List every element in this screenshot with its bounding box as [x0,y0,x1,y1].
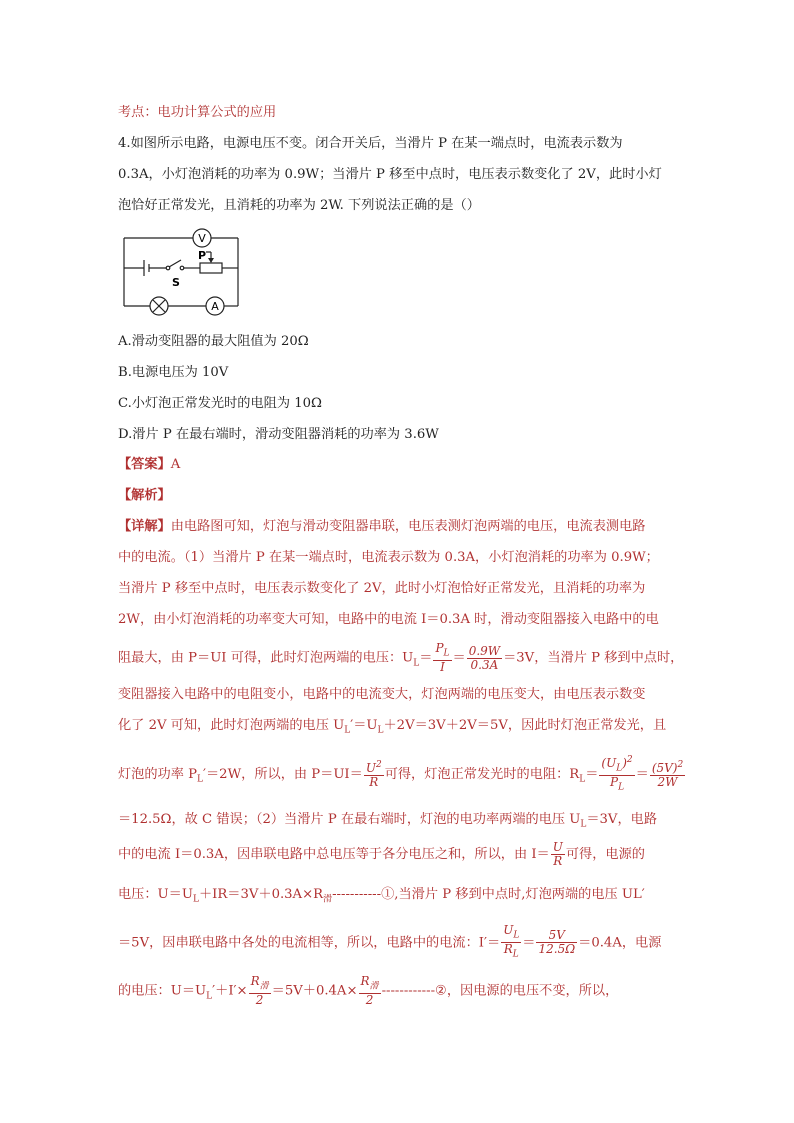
topic-line: 考点：电功计算公式的应用 [118,105,277,120]
voltmeter-label: V [198,232,206,245]
answer-line: 【答案】A [118,457,181,472]
switch-label: S [172,276,180,289]
explain-line-2: 中的电流。（1）当滑片 P 在某一端点时，电流表示数为 0.3A，小灯泡消耗的功率为 0.9W； [118,550,659,565]
explain-line-4: 2W，由小灯泡消耗的功率变大可知，电路中的电流 I＝0.3A 时，滑动变阻器接入电路中的电 [118,612,659,627]
analysis-heading: 【解析】 [118,488,171,503]
slider-label: P [198,249,207,262]
explain-line-11: 电压：$U=U_L+IR=3V+0.3A\times R_滑-----------①$,当滑片 P 移到中点时,灯泡两端的电压 UL′ [118,887,645,905]
option-a: A.滑动变阻器的最大阻值为 20Ω [118,334,309,349]
explain-line-10: 中的电流 I＝0.3A，因串联电路中总电压等于各分电压之和，所以，由 I＝ $\frac{U}{R}$ 可得，电源的 [118,840,645,868]
option-b: B.电源电压为 10V [118,365,229,380]
option-c: C.小灯泡正常发光时的电阻为 10Ω [118,396,322,411]
question-line-2: 0.3A，小灯泡消耗的功率为 0.9W；当滑片 P 移至中点时，电压表示数变化了 2V，此时小灯 [118,167,662,182]
question-line-1: 4.如图所示电路，电源电压不变。闭合开关后，当滑片 P 在某一端点时，电流表示数为 [118,136,623,151]
option-d: D.滑片 P 在最右端时，滑动变阻器消耗的功率为 3.6W [118,427,439,442]
explain-line-5: 阻最大，由 P＝UI 可得，此时灯泡两端的电压：$U_L=$ $\frac{P_L}{I}$ ＝ $\frac{0.9W}{0.3A}$ ＝3V，当滑片 P 移到中点时， [118,641,684,675]
explain-line-12: ＝5V，因串联电路中各处的电流相等，所以，电路中的电流：I′＝ $\frac{U_L}{R_L}$ ＝ $\frac{5V}{12.5\Omega}$ ＝0.4A，电源 [118,923,662,960]
explain-line-6: 变阻器接入电路中的电阻变小，电路中的电流变大，灯泡两端的电压变大，由电压表示数变 [118,687,646,702]
circuit-diagram [118,222,244,318]
explain-line-7: 化了 2V 可知，此时灯泡两端的电压 $U_L'=U_L+2V=3V+2V=5V$，因此时灯泡正常发光，且 [118,718,667,736]
question-line-3: 泡恰好正常发光，且消耗的功率为 2W. 下列说法正确的是（） [118,198,480,213]
explain-line-3: 当滑片 P 移至中点时，电压表示数变化了 2V，此时小灯泡恰好正常发光，且消耗的功率为 [118,581,646,596]
ammeter-label: A [211,300,219,313]
explain-line-1: 【详解】由电路图可知，灯泡与滑动变阻器串联，电压表测灯泡两端的电压，电流表测电路 [118,519,646,534]
explain-line-13: 的电压：$U=U_L'+I'\times$ $\frac{R_滑}{2}$ ＝5V＋0.4A× $\frac{R_滑}{2}$ ------------②，因电源的电压不变，所以， [118,974,619,1008]
explain-line-8: 灯泡的功率 $P_L'=2W$，所以，由 P＝UI＝ $\frac{U^2}{R}$ 可得，灯泡正常发光时的电阻：$R_L=$ $\frac{(U_L)^2}{P_L}$ ＝ $\frac{(5V)^2}{2W}$ [118,755,684,793]
explain-line-9: ＝12.5Ω，故 C 错误；（2）当滑片 P 在最右端时，灯泡的电功率两端的电压 $U_L=3V$，电路 [118,812,658,830]
